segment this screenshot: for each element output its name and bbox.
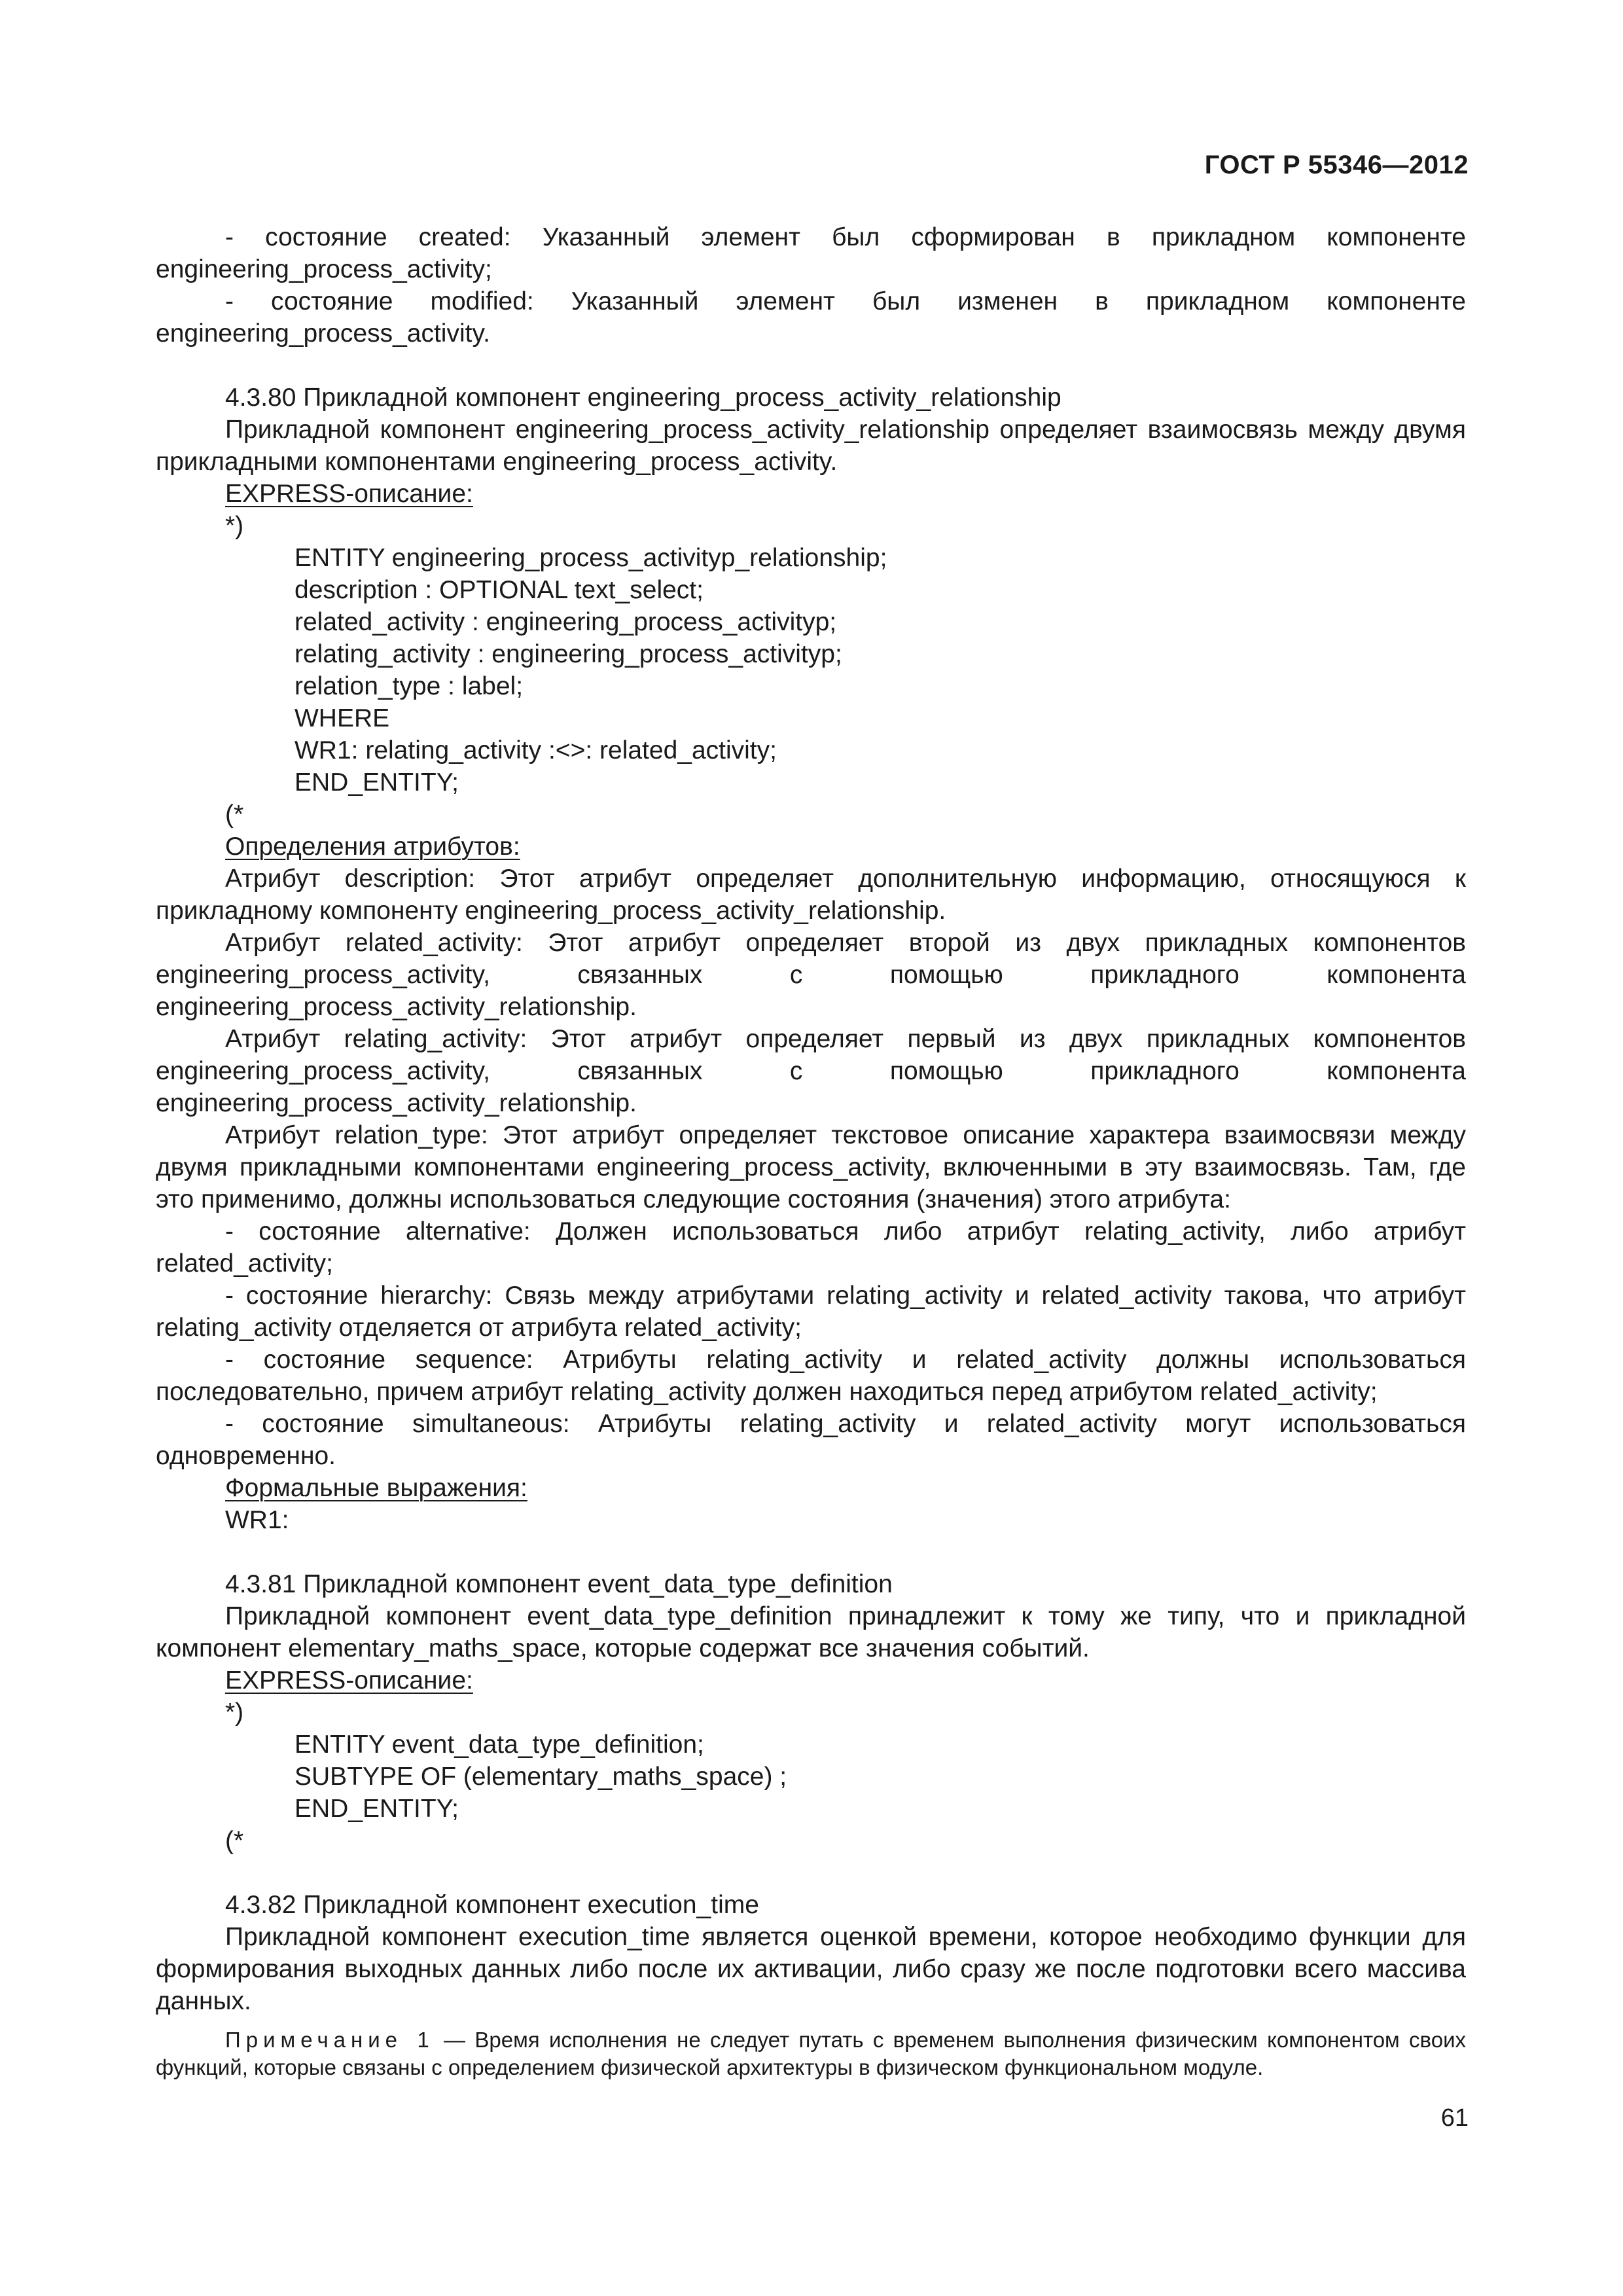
page-content — [156, 221, 1466, 2081]
section-4-3-82-heading: 4.3.82 Прикладной компонент execution_time — [225, 1891, 759, 1919]
page-number: 61 — [1440, 2104, 1469, 2132]
state-hierarchy: - состояние hierarchy: Связь между атрибутами relating_activity и related_activity такова, что атрибут relating_activity отделяется от атрибута related_activity; — [156, 1282, 1466, 1342]
attribute-related-activity: Атрибут related_activity: Этот атрибут определяет второй из двух прикладных компонентов engineering_process_activity, связанных с помощью прикладного компонента engineering_process_activity_relationship. — [156, 929, 1466, 1021]
express-open-81: *) — [225, 1698, 244, 1727]
state-modified-paragraph: - состояние modified: Указанный элемент был изменен в прикладном компоненте engineering_process_activity. — [156, 287, 1466, 348]
note-label: Примечание 1 — [225, 2028, 435, 2052]
state-alternative: - состояние alternative: Должен использоваться либо атрибут relating_activity, либо атрибут related_activity; — [156, 1217, 1466, 1278]
state-simultaneous: - состояние simultaneous: Атрибуты relating_activity и related_activity могут использоваться одновременно. — [156, 1410, 1466, 1470]
formal-wr1: WR1: — [225, 1506, 289, 1534]
code-line: relating_activity : engineering_process_activityp; — [294, 640, 842, 668]
note-text: — Время исполнения не следует путать с временем выполнения физическим компонентом своих функций, которые связаны с определением физической архитектуры в физическом функциональном модуле. — [156, 2028, 1467, 2079]
attribute-description: Атрибут description: Этот атрибут определяет дополнительную информацию, относящуюся к прикладному компоненту engineering_process_activity_relationship. — [156, 865, 1466, 925]
code-line: description : OPTIONAL text_select; — [294, 576, 704, 604]
express-close-81: (* — [225, 1827, 244, 1855]
section-4-3-82-intro: Прикладной компонент execution_time является оценкой времени, которое необходимо функции для формирования выходных данных либо после их активации, либо сразу же после подготовки всего массива данных. — [156, 1923, 1466, 2015]
code-line: WR1: relating_activity :<>: related_activity; — [294, 736, 777, 764]
section-4-3-80-heading: 4.3.80 Прикладной компонент engineering_process_activity_relationship — [225, 384, 1061, 412]
attribute-relating-activity: Атрибут relating_activity: Этот атрибут определяет первый из двух прикладных компонентов engineering_process_activity, связанных с помощью прикладного компонента engineering_process_activity_relationship. — [156, 1025, 1466, 1117]
formal-expressions-label: Формальные выражения: — [225, 1474, 527, 1502]
section-4-3-80-intro: Прикладной компонент engineering_process_activity_relationship определяет взаимосвязь между двумя прикладными компонентами engineering_process_activity. — [156, 416, 1466, 476]
spacer — [156, 1536, 1466, 1568]
code-line: related_activity : engineering_process_activityp; — [294, 608, 837, 636]
attribute-relation-type: Атрибут relation_type: Этот атрибут определяет текстовое описание характера взаимосвязи между двумя прикладными компонентами engineering_process_activity, включенными в эту взаимосвязь. Там, где это применимо, должны использоваться следующие состояния (значения) этого атрибута: — [156, 1121, 1466, 1213]
section-4-3-81-intro: Прикладной компонент event_data_type_definition принадлежит к тому же типу, что и прикладной компонент elementary_maths_space, которые содержат все значения событий. — [156, 1602, 1466, 1662]
section-4-3-81-heading: 4.3.81 Прикладной компонент event_data_type_definition — [225, 1570, 893, 1598]
spacer — [156, 1857, 1466, 1889]
express-label-81: EXPRESS-описание: — [225, 1666, 473, 1695]
note-1 — [156, 2026, 1466, 2081]
code-line: END_ENTITY; — [294, 768, 459, 797]
code-line: ENTITY engineering_process_activityp_relationship; — [294, 544, 887, 572]
code-line: END_ENTITY; — [294, 1795, 459, 1823]
attributes-label: Определения атрибутов: — [225, 833, 520, 861]
code-line: WHERE — [294, 704, 390, 732]
express-close-80: (* — [225, 800, 244, 829]
standard-header: ГОСТ Р 55346—2012 — [1204, 151, 1469, 179]
code-line: relation_type : label; — [294, 672, 524, 700]
state-sequence: - состояние sequence: Атрибуты relating_activity и related_activity должны использоваться последовательно, причем атрибут relating_activity должен находиться перед атрибутом related_activity; — [156, 1346, 1466, 1406]
express-open-80: *) — [225, 512, 244, 540]
spacer — [156, 350, 1466, 382]
express-label-80: EXPRESS-описание: — [225, 480, 473, 508]
state-created-paragraph: - состояние created: Указанный элемент был сформирован в прикладном компоненте engineering_process_activity; — [156, 223, 1466, 283]
code-line: SUBTYPE OF (elementary_maths_space) ; — [294, 1763, 787, 1791]
code-line: ENTITY event_data_type_definition; — [294, 1731, 704, 1759]
